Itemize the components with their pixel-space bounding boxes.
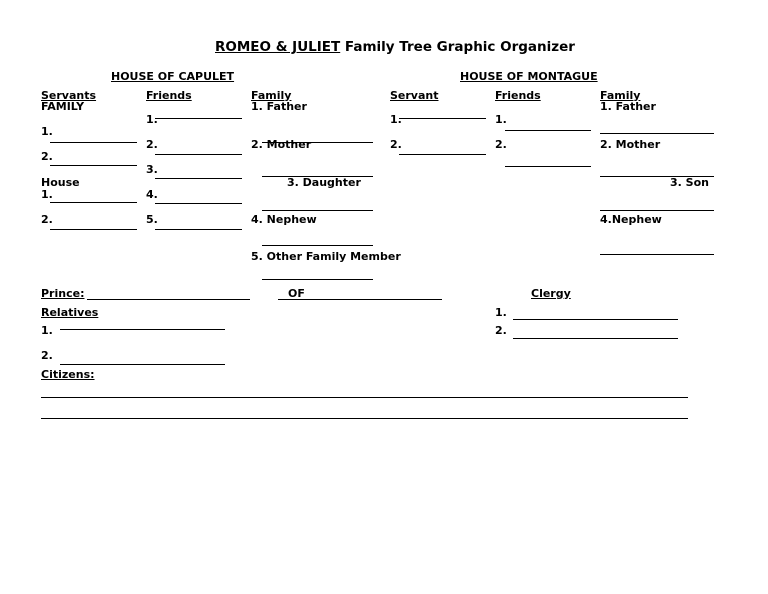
citizens-heading: Citizens: <box>41 368 95 381</box>
relatives-heading: Relatives <box>41 306 99 319</box>
capulet-servants-heading: Servants <box>41 89 97 102</box>
capulet-house-1-label: 1. <box>41 188 53 201</box>
relatives-1-line[interactable] <box>60 329 225 330</box>
capulet-friend-2-label: 2. <box>146 138 158 151</box>
capulet-friend-4-label: 4. <box>146 188 158 201</box>
capulet-daughter-label: 3. Daughter <box>287 176 361 189</box>
capulet-father-label: 1. Father <box>251 100 307 113</box>
montague-friend-1-line[interactable] <box>505 130 591 131</box>
capulet-friend-2-line[interactable] <box>155 154 242 155</box>
citizens-line-2[interactable] <box>41 418 688 419</box>
clergy-1-label: 1. <box>495 306 507 319</box>
capulet-friend-3-label: 3. <box>146 163 158 176</box>
montague-nephew-line[interactable] <box>600 254 714 255</box>
clergy-heading: Clergy <box>531 287 571 300</box>
title-underlined: ROMEO & JULIET <box>215 39 341 55</box>
capulet-nephew-line[interactable] <box>262 245 373 246</box>
capulet-other-label: 5. Other Family Member <box>251 250 401 263</box>
capulet-servant-2-label: 2. <box>41 150 53 163</box>
clergy-2-line[interactable] <box>513 338 678 339</box>
montague-friends-heading: Friends <box>495 89 541 102</box>
capulet-servant-1-line[interactable] <box>50 142 137 143</box>
capulet-friend-1-label: 1. <box>146 113 158 126</box>
prince-of-line[interactable] <box>278 299 442 300</box>
prince-line[interactable] <box>87 299 250 300</box>
montague-servant-2-line[interactable] <box>399 154 486 155</box>
capulet-servant-1-label: 1. <box>41 125 53 138</box>
montague-friend-1-label: 1. <box>495 113 507 126</box>
capulet-house-title: HOUSE OF CAPULET <box>111 70 235 83</box>
capulet-servant-2-line[interactable] <box>50 165 137 166</box>
montague-family-heading: Family <box>600 89 641 102</box>
capulet-friend-3-line[interactable] <box>155 178 242 179</box>
capulet-house-label: House <box>41 176 80 189</box>
clergy-2-label: 2. <box>495 324 507 337</box>
montague-mother-label: 2. Mother <box>600 138 661 151</box>
montague-servant-1-label: 1. <box>390 113 402 126</box>
capulet-house-2-label: 2. <box>41 213 53 226</box>
capulet-family-subheading: FAMILY <box>41 100 85 113</box>
montague-friend-2-label: 2. <box>495 138 507 151</box>
capulet-friends-heading: Friends <box>146 89 192 102</box>
montague-servant-heading: Servant <box>390 89 439 102</box>
relatives-2-label: 2. <box>41 349 53 362</box>
montague-father-label: 1. Father <box>600 100 656 113</box>
capulet-friend-4-line[interactable] <box>155 203 242 204</box>
citizens-line-1[interactable] <box>41 397 688 398</box>
prince-of-label: OF <box>288 287 305 300</box>
clergy-1-line[interactable] <box>513 319 678 320</box>
montague-nephew-label: 4.Nephew <box>600 213 662 226</box>
prince-label: Prince: <box>41 287 85 300</box>
capulet-other-line[interactable] <box>262 279 373 280</box>
montague-father-line[interactable] <box>600 133 714 134</box>
montague-son-line[interactable] <box>600 210 714 211</box>
capulet-nephew-label: 4. Nephew <box>251 213 317 226</box>
capulet-friend-5-label: 5. <box>146 213 158 226</box>
montague-servant-2-label: 2. <box>390 138 402 151</box>
montague-friend-2-line[interactable] <box>505 166 591 167</box>
capulet-friend-1-line[interactable] <box>155 118 242 119</box>
montague-house-title: HOUSE OF MONTAGUE <box>460 70 598 83</box>
capulet-house-2-line[interactable] <box>50 229 137 230</box>
capulet-family-heading: Family <box>251 89 292 102</box>
capulet-friend-5-line[interactable] <box>155 229 242 230</box>
capulet-house-1-line[interactable] <box>50 202 137 203</box>
montague-son-label: 3. Son <box>670 176 709 189</box>
relatives-2-line[interactable] <box>60 364 225 365</box>
montague-servant-1-line[interactable] <box>399 118 486 119</box>
relatives-1-label: 1. <box>41 324 53 337</box>
page-title <box>215 39 575 55</box>
title-rest: Family Tree Graphic Organizer <box>340 39 575 55</box>
capulet-mother-label: 2. Mother <box>251 138 312 151</box>
capulet-daughter-line[interactable] <box>262 210 373 211</box>
